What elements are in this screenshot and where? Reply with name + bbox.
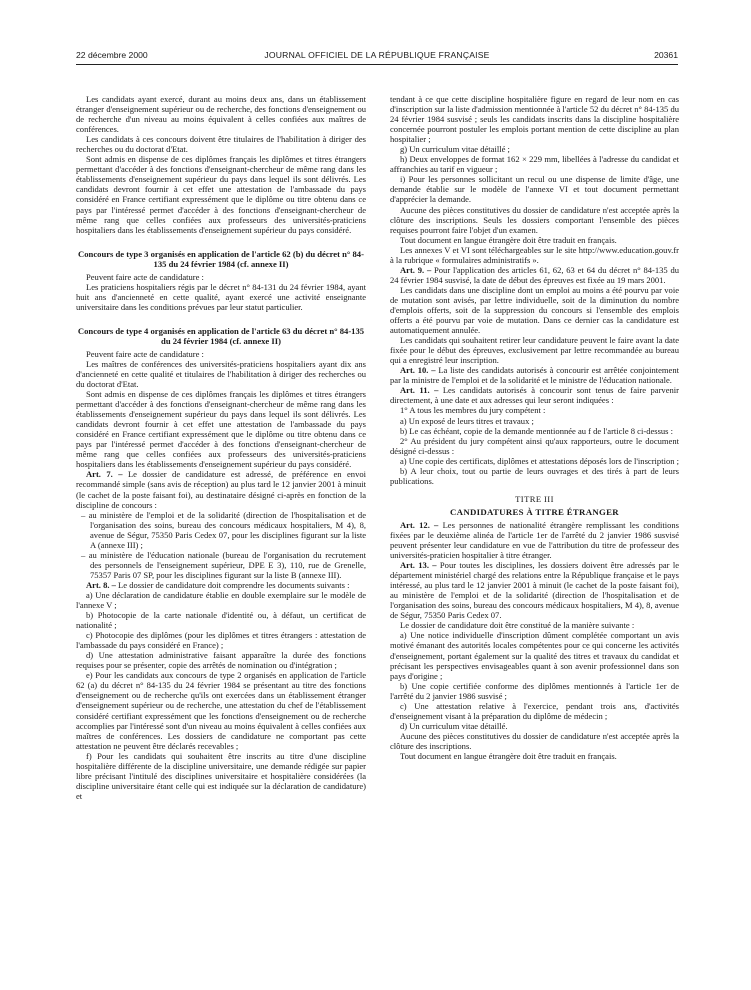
paragraph: Tout document en langue étrangère doit être traduit en français. [400, 234, 617, 245]
list-item: h) Deux enveloppes de format 162 × 229 mm, libellées à l'adresse du candidat et affranchies au tarif en vigueur ; [390, 154, 679, 175]
list-item: i) Pour les personnes sollicitant un recul ou une dispense de limite d'âge, une demande établie sur le modèle de l'annexe VI et tout document permettant d'apprécier la demande. [390, 174, 679, 205]
spacer [76, 312, 366, 326]
section-heading-type4: Concours de type 4 organisés en application de l'article 63 du décret n° 84-135 du 24 février 1984 (cf. annexe II) [77, 325, 365, 346]
paragraph: Les candidats à ces concours doivent être titulaires de l'habilitation à diriger des recherches ou du doctorat d'Etat. [76, 134, 366, 155]
article-text: Le dossier de candidature est adressé, de préférence en envoi recommandé simple (sans avis de réception) au plus tard le 12 janvier 2001 à minuit (le cachet de la poste faisant foi), au destinataire désigné ci-après en fonction de la discipline de concours : [76, 469, 366, 510]
list-item: d) Un curriculum vitae détaillé. [400, 720, 508, 731]
list-item: b) Une copie certifiée conforme des diplômes mentionnés à l'article 1er de l'arrêté du 2 janvier 1986 susvisé ; [390, 680, 679, 701]
article-label: Art. 11. – [400, 385, 439, 396]
page-header [76, 50, 678, 64]
article-text: Les candidats autorisés à concourir sont tenus de faire parvenir directement, à une date et aux adresses qui leur seront indiquées : [390, 385, 679, 406]
list-item: a) Un exposé de leurs titres et travaux ; [400, 415, 534, 426]
header-journal-title: JOURNAL OFFICIEL DE LA RÉPUBLIQUE FRANÇAISE [264, 50, 490, 60]
paragraph: Le dossier de candidature doit être constitué de la manière suivante : [400, 620, 635, 631]
list-item: b) A leur choix, tout ou partie de leurs ouvrages et des tirés à part de leurs publications. [390, 465, 679, 486]
paragraph: Peuvent faire acte de candidature : [86, 271, 204, 282]
list-item: d) Une attestation administrative faisant apparaître la durée des fonctions requises pour se présenter, copie des arrêtés de nomination ou d'intégration ; [76, 650, 366, 671]
list-item: b) Photocopie de la carte nationale d'identité ou, à défaut, un certificat de nationalité ; [76, 610, 366, 631]
list-item: f) Pour les candidats qui souhaitent être inscrits au titre d'une discipline hospitalière différente de la discipline universitaire, une demande rédigée sur papier libre précisant l'intitulé des disciplines universitaire et hospitalière considérées (la discipline universitaire étant celle qui est indiquée sur la déclaration de candidature) et [76, 750, 366, 801]
article-label: Art. 12. – [400, 519, 439, 530]
header-date: 22 décembre 2000 [76, 50, 148, 60]
list-item: – au ministère de l'emploi et de la solidarité (direction de l'hospitalisation et de l'organisation des soins, bureau des concours médicaux hospitaliers, M 4), 8, avenue de Ségur, 75350 Paris Cedex 07, pour les disciplines figurant sur la liste A (annexe III) ; [81, 509, 366, 550]
article-label: Art. 10. – [400, 365, 436, 376]
article-label: Art. 13. – [400, 560, 437, 571]
list-item: 2° Au président du jury compétent ainsi qu'aux rapporteurs, outre le document désigné ci-dessus : [390, 435, 679, 456]
paragraph: Aucune des pièces constitutives du dossier de candidature n'est acceptée après la clôture des inscriptions. Seuls les dossiers comportant l'ensemble des pièces requises pourront faire l'objet d'un examen. [390, 204, 679, 235]
left-column [76, 94, 366, 964]
article-label: Art. 9. – [400, 264, 432, 275]
article-text: Pour toutes les disciplines, les dossiers doivent être adressés par le département ministériel chargé des relations entre la République française et le pays intéressé, au plus tard le 12 janvier 2001 à minuit (le cachet de la poste faisant foi), au ministère de l'emploi et de la solidarité (direction de l'hospitalisation et de l'organisation des soins, bureau des concours médicaux hospitaliers, M 4), 8, avenue de Ségur, 75350 Paris Cedex 07. [390, 560, 679, 621]
article-text: Le dossier de candidature doit comprendre les documents suivants : [118, 579, 350, 590]
paragraph: Les praticiens hospitaliers régis par le décret n° 84-131 du 24 février 1984, ayant huit ans d'ancienneté en cette qualité, ayant exercé une activité enseignante universitaire dans les conditions prévues par leur statut particulier. [76, 281, 366, 312]
article-7 [76, 469, 366, 509]
paragraph: tendant à ce que cette discipline hospitalière figure en regard de leur nom en cas d'inscription sur la liste d'admission mentionnée à l'article 52 du décret n° 84-135 du 24 février 1984 susvisé ; seuls les candidats inscrits dans la discipline hospitalière concernée pourront postuler les emplois portant mention de cette discipline au plan hospitalier ; [390, 94, 679, 145]
title-subheading: CANDIDATURES À TITRE ÉTRANGER [450, 506, 619, 517]
title-heading: TITRE III [515, 493, 554, 504]
article-8 [76, 580, 366, 590]
paragraph: Les candidats ayant exercé, durant au moins deux ans, dans un établissement étranger d'enseignement supérieur ou de recherche, des fonctions d'enseignement ou de recherche d'un niveau au moins équivalent à celles confiées aux maîtres de conférences. [76, 94, 366, 135]
list-item: b) Le cas échéant, copie de la demande mentionnée au f de l'article 8 ci-dessus : [400, 425, 674, 436]
list-item: a) Une déclaration de candidature établie en double exemplaire sur le modèle de l'annexe V ; [76, 589, 366, 611]
article-label: Art. 8. – [86, 579, 116, 590]
header-page-number: 20361 [654, 50, 678, 60]
right-column [390, 94, 679, 964]
list-item: g) Un curriculum vitae détaillé ; [400, 144, 510, 155]
list-item: c) Photocopie des diplômes (pour les diplômes et titres étrangers : attestation de l'ambassade du pays considéré en France) ; [76, 630, 366, 651]
list-item: – au ministère de l'éducation nationale (bureau de l'organisation du recrutement des personnels de l'enseignement supérieur, DPE E 3), 110, rue de Grenelle, 75357 Paris 07 SP, pour les disciplines figurant sur la liste B (annexe III). [81, 549, 366, 580]
paragraph: Peuvent faire acte de candidature : [86, 348, 204, 359]
section-heading-type3: Concours de type 3 organisés en application de l'article 62 (b) du décret n° 84-135 du 24 février 1984 (cf. annexe II) [78, 248, 364, 269]
paragraph: Les annexes V et VI sont téléchargeables sur le site http://www.education.gouv.fr à la rubrique « formulaires administratifs ». [390, 244, 679, 265]
list-item: c) Une attestation relative à l'exercice, pendant trois ans, d'activités d'enseignement visant à la préparation du diplôme de médecin ; [390, 700, 679, 721]
paragraph: Sont admis en dispense de ces diplômes français les diplômes et titres étrangers permettant d'accéder à des fonctions d'enseignant-chercheur de même rang dans les établissements d'enseignement supérieur du pays dans lequel ils sont délivrés. Les candidats devront fournir à cet effet une attestation de l'ambassade du pays considéré en France certifiant expressément que le diplôme ou titre obtenu dans ce pays par l'intéressé permet d'accéder à des fonctions d'enseignant-chercheur de même rang que celles confiées aux professeurs des universités-praticiens hospitaliers dans les établissements d'enseignement supérieur du pays considéré. [76, 389, 366, 470]
paragraph: Aucune des pièces constitutives du dossier de candidature n'est acceptée après la clôture des inscriptions. [390, 730, 679, 751]
paragraph: Sont admis en dispense de ces diplômes français les diplômes et titres étrangers permettant d'accéder à des fonctions d'enseignant-chercheur de même rang dans les établissements d'enseignement supérieur du pays dans lequel ils sont délivrés. Les candidats devront fournir à cet effet une attestation de l'ambassade du pays considéré en France certifiant expressément que le diplôme ou titre obtenu dans ce pays par l'intéressé permet d'accéder à des fonctions d'enseignant-chercheur de même rang que celles confiées aux professeurs des universités-praticiens hospitaliers dans les établissements d'enseignement supérieur du pays considéré. [76, 154, 366, 235]
article-12 [390, 520, 679, 560]
paragraph: Les candidats dans une discipline dont un emploi au moins a été pourvu par voie de mutation sont avisés, par lettre individuelle, soit de la diminution du nombre d'emplois offerts, soit de la suppression du concours si l'ensemble des emplois offerts a été pourvu par voie de mutation. Dans ce dernier cas la candidature est automatiquement annulée. [390, 284, 679, 336]
list-item: a) Une copie des certificats, diplômes et attestations déposés lors de l'inscription ; [400, 455, 679, 466]
article-10 [390, 365, 679, 385]
article-text: Les personnes de nationalité étrangère remplissant les conditions fixées par le deuxième alinéa de l'article 1er de l'arrêté du 2 janvier 1986 susvisé peuvent présenter leur candidature en vue de l'attribution du titre de professeur des universités-praticien hospitalier à titre étranger. [390, 519, 679, 561]
article-11 [390, 385, 679, 405]
list-item: e) Pour les candidats aux concours de type 2 organisés en application de l'article 62 (a) du décret n° 84-135 du 24 février 1984 se présentant au titre des fonctions d'enseignement ou de recherche qu'ils ont exercées dans un établissement étranger d'enseignement supérieur ou de recherche, une attestation du chef de l'établissement considéré certifiant expressément que les fonctions d'enseignement ou de recherche accomplies par l'intéressé sont d'un niveau au moins équivalent à celles confiées aux maîtres de conférences. Les dossiers de candidature ne comportant pas cette attestation ne peuvent être déclarés recevables ; [76, 670, 366, 751]
header-rule [76, 64, 678, 65]
article-9 [390, 265, 679, 285]
list-item: 1° A tous les membres du jury compétent : [400, 405, 546, 416]
article-label: Art. 7. – [86, 469, 123, 480]
article-text: Pour l'application des articles 61, 62, 63 et 64 du décret n° 84-135 du 24 février 1984 susvisé, la date de début des épreuves est fixée au 19 mars 2001. [390, 264, 679, 285]
paragraph: Tout document en langue étrangère doit être traduit en français. [400, 751, 617, 761]
spacer [76, 235, 366, 249]
article-13 [390, 560, 679, 620]
list-item: a) Une notice individuelle d'inscription dûment complétée comportant un avis motivé émanant des autorités locales compétentes pour ce qui concerne les activités d'enseignement, portant également sur la qualité des titres et travaux du candidat et précisant les perspectives envisageables quant à son avenir professionnel dans son pays d'origine ; [390, 630, 679, 681]
paragraph: Les candidats qui souhaitent retirer leur candidature peuvent le faire avant la date fixée pour le début des épreuves, exclusivement par lettre recommandée au bureau qui a enregistré leur inscription. [390, 335, 679, 366]
paragraph: Les maîtres de conférences des universités-praticiens hospitaliers ayant dix ans d'ancienneté en cette qualité et titulaires de l'habilitation à diriger des recherches ou du doctorat d'Etat. [76, 358, 366, 389]
article-text: La liste des candidats autorisés à concourir est arrêtée conjointement par la ministre de l'emploi et de la solidarité et le ministre de l'éducation nationale. [390, 365, 679, 386]
